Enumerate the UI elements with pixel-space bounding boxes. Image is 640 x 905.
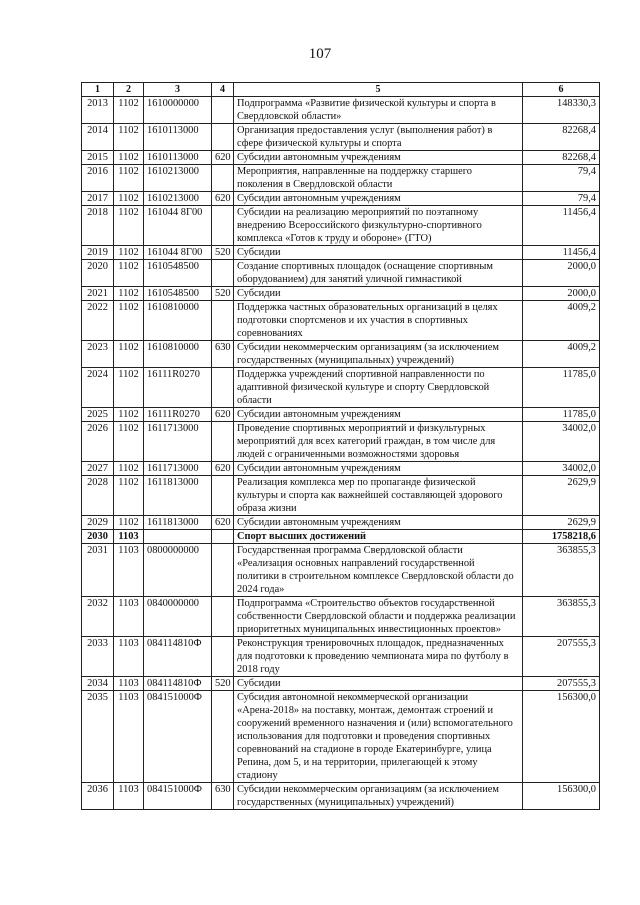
row-description: Субсидии xyxy=(234,246,523,260)
expense-type-code xyxy=(212,206,234,246)
row-amount: 148330,3 xyxy=(523,97,600,124)
row-amount: 156300,0 xyxy=(523,691,600,783)
expense-type-code xyxy=(212,301,234,341)
table-row xyxy=(82,246,600,260)
target-code: 084151000Ф xyxy=(144,783,212,810)
row-amount: 11456,4 xyxy=(523,206,600,246)
row-description: Субсидии некоммерческим организациям (за исключением государственных (муниципальных) учреждений) xyxy=(234,341,523,368)
expense-type-code xyxy=(212,530,234,544)
target-code: 1610810000 xyxy=(144,341,212,368)
section-code: 1103 xyxy=(114,677,144,691)
row-number: 2033 xyxy=(82,637,114,677)
table-row xyxy=(82,192,600,206)
row-number: 2020 xyxy=(82,260,114,287)
section-code: 1102 xyxy=(114,422,144,462)
target-code: 084114810Ф xyxy=(144,677,212,691)
row-description: Создание спортивных площадок (оснащение спортивным оборудованием) для занятий уличной гимнастикой xyxy=(234,260,523,287)
row-description: Субсидии xyxy=(234,287,523,301)
row-amount: 4009,2 xyxy=(523,341,600,368)
table-header-row xyxy=(82,83,600,97)
row-description: Организация предоставления услуг (выполнения работ) в сфере физической культуры и спорта xyxy=(234,124,523,151)
row-number: 2022 xyxy=(82,301,114,341)
target-code: 16111R0270 xyxy=(144,368,212,408)
target-code: 1611813000 xyxy=(144,516,212,530)
section-code: 1103 xyxy=(114,530,144,544)
expense-type-code: 630 xyxy=(212,783,234,810)
section-code: 1102 xyxy=(114,246,144,260)
row-amount: 2000,0 xyxy=(523,260,600,287)
target-code: 1611713000 xyxy=(144,422,212,462)
row-description: Субсидии автономным учреждениям xyxy=(234,408,523,422)
expense-type-code xyxy=(212,165,234,192)
expense-type-code xyxy=(212,124,234,151)
row-description: Подпрограмма «Развитие физической культуры и спорта в Свердловской области» xyxy=(234,97,523,124)
expense-type-code xyxy=(212,691,234,783)
section-code: 1102 xyxy=(114,301,144,341)
row-description: Спорт высших достижений xyxy=(234,530,523,544)
row-amount: 156300,0 xyxy=(523,783,600,810)
row-description: Субсидии автономным учреждениям xyxy=(234,151,523,165)
target-code: 1610548500 xyxy=(144,287,212,301)
expense-type-code: 520 xyxy=(212,246,234,260)
row-number: 2016 xyxy=(82,165,114,192)
target-code: 0840000000 xyxy=(144,597,212,637)
target-code: 1610213000 xyxy=(144,192,212,206)
row-amount: 207555,3 xyxy=(523,677,600,691)
row-amount: 82268,4 xyxy=(523,151,600,165)
target-code: 084114810Ф xyxy=(144,637,212,677)
table-row xyxy=(82,530,600,544)
table-row xyxy=(82,287,600,301)
row-description: Поддержка частных образовательных организаций в целях подготовки спортсменов и их участия в спортивных соревнованиях xyxy=(234,301,523,341)
row-amount: 2000,0 xyxy=(523,287,600,301)
row-description: Субсидии автономным учреждениям xyxy=(234,462,523,476)
section-code: 1102 xyxy=(114,368,144,408)
row-number: 2024 xyxy=(82,368,114,408)
section-code: 1102 xyxy=(114,206,144,246)
table-row xyxy=(82,677,600,691)
row-amount: 79,4 xyxy=(523,165,600,192)
row-description: Реализация комплекса мер по пропаганде физической культуры и спорта как важнейшей составляющей здорового образа жизни xyxy=(234,476,523,516)
row-description: Государственная программа Свердловской области «Реализация основных направлений государственной политики в строительном комплексе Свердловской области до 2024 года» xyxy=(234,544,523,597)
section-code: 1102 xyxy=(114,341,144,368)
expense-type-code: 620 xyxy=(212,151,234,165)
table-row xyxy=(82,783,600,810)
target-code: 161044 8Г00 xyxy=(144,246,212,260)
budget-table xyxy=(81,82,600,810)
section-code: 1103 xyxy=(114,544,144,597)
target-code: 0800000000 xyxy=(144,544,212,597)
row-number: 2019 xyxy=(82,246,114,260)
row-number: 2031 xyxy=(82,544,114,597)
target-code: 084151000Ф xyxy=(144,691,212,783)
section-code: 1102 xyxy=(114,124,144,151)
section-code: 1102 xyxy=(114,287,144,301)
row-description: Субсидия автономной некоммерческой организации «Арена-2018» на поставку, монтаж, демонтаж строений и сооружений временного назначения и (или) вспомогательного использования для подготовки и проведения спортивных соревнований на стадионе в городе Екатеринбурге, улица Репина, дом 5, и на территории, прилегающей к этому стадиону xyxy=(234,691,523,783)
row-number: 2032 xyxy=(82,597,114,637)
row-description: Проведение спортивных мероприятий и физкультурных мероприятий для всех категорий граждан, в том числе для людей с ограниченными возможностями здоровья xyxy=(234,422,523,462)
row-description: Субсидии автономным учреждениям xyxy=(234,516,523,530)
row-number: 2034 xyxy=(82,677,114,691)
target-code: 16111R0270 xyxy=(144,408,212,422)
table-row xyxy=(82,151,600,165)
table-row xyxy=(82,597,600,637)
row-number: 2036 xyxy=(82,783,114,810)
table-row xyxy=(82,422,600,462)
expense-type-code: 630 xyxy=(212,341,234,368)
target-code: 1610113000 xyxy=(144,124,212,151)
header-col-4: 4 xyxy=(212,83,234,97)
target-code: 1610000000 xyxy=(144,97,212,124)
section-code: 1102 xyxy=(114,462,144,476)
section-code: 1102 xyxy=(114,151,144,165)
table-row xyxy=(82,124,600,151)
row-number: 2013 xyxy=(82,97,114,124)
table-row xyxy=(82,165,600,192)
expense-type-code: 520 xyxy=(212,287,234,301)
target-code: 1610548500 xyxy=(144,260,212,287)
row-number: 2014 xyxy=(82,124,114,151)
row-amount: 363855,3 xyxy=(523,597,600,637)
row-description: Подпрограмма «Строительство объектов государственной собственности Свердловской области и поддержка реализации приоритетных муниципальных инвестиционных проектов» xyxy=(234,597,523,637)
row-number: 2029 xyxy=(82,516,114,530)
row-amount: 11785,0 xyxy=(523,368,600,408)
row-number: 2026 xyxy=(82,422,114,462)
row-description: Субсидии на реализацию мероприятий по поэтапному внедрению Всероссийского физкультурно-спортивного комплекса «Готов к труду и обороне» (ГТО) xyxy=(234,206,523,246)
table-row xyxy=(82,544,600,597)
table-row xyxy=(82,462,600,476)
expense-type-code xyxy=(212,422,234,462)
expense-type-code xyxy=(212,544,234,597)
table-row xyxy=(82,476,600,516)
target-code: 1611713000 xyxy=(144,462,212,476)
section-code: 1102 xyxy=(114,192,144,206)
section-code: 1103 xyxy=(114,691,144,783)
section-code: 1103 xyxy=(114,783,144,810)
row-number: 2025 xyxy=(82,408,114,422)
table-row xyxy=(82,341,600,368)
header-col-1: 1 xyxy=(82,83,114,97)
row-amount: 11785,0 xyxy=(523,408,600,422)
section-code: 1102 xyxy=(114,516,144,530)
section-code: 1102 xyxy=(114,165,144,192)
row-number: 2018 xyxy=(82,206,114,246)
target-code: 1610113000 xyxy=(144,151,212,165)
section-code: 1102 xyxy=(114,408,144,422)
expense-type-code xyxy=(212,597,234,637)
row-amount: 82268,4 xyxy=(523,124,600,151)
table-row xyxy=(82,260,600,287)
header-col-6: 6 xyxy=(523,83,600,97)
expense-type-code: 620 xyxy=(212,192,234,206)
table-row xyxy=(82,516,600,530)
row-amount: 2629,9 xyxy=(523,476,600,516)
table-row xyxy=(82,691,600,783)
table-row xyxy=(82,97,600,124)
target-code: 1611813000 xyxy=(144,476,212,516)
target-code: 161044 8Г00 xyxy=(144,206,212,246)
expense-type-code xyxy=(212,637,234,677)
row-number: 2035 xyxy=(82,691,114,783)
row-description: Субсидии некоммерческим организациям (за исключением государственных (муниципальных) учреждений) xyxy=(234,783,523,810)
page-number: 107 xyxy=(308,46,332,62)
row-amount: 2629,9 xyxy=(523,516,600,530)
row-number: 2021 xyxy=(82,287,114,301)
row-amount: 11456,4 xyxy=(523,246,600,260)
row-amount: 363855,3 xyxy=(523,544,600,597)
expense-type-code: 520 xyxy=(212,677,234,691)
section-code: 1102 xyxy=(114,260,144,287)
row-amount: 1758218,6 xyxy=(523,530,600,544)
row-description: Поддержка учреждений спортивной направленности по адаптивной физической культуре и спорту Свердловской области xyxy=(234,368,523,408)
table-row xyxy=(82,368,600,408)
row-amount: 4009,2 xyxy=(523,301,600,341)
table-row xyxy=(82,408,600,422)
row-number: 2028 xyxy=(82,476,114,516)
row-description: Субсидии автономным учреждениям xyxy=(234,192,523,206)
row-description: Мероприятия, направленные на поддержку старшего поколения в Свердловской области xyxy=(234,165,523,192)
expense-type-code xyxy=(212,260,234,287)
section-code: 1103 xyxy=(114,597,144,637)
row-number: 2017 xyxy=(82,192,114,206)
row-number: 2015 xyxy=(82,151,114,165)
row-number: 2023 xyxy=(82,341,114,368)
expense-type-code: 620 xyxy=(212,462,234,476)
expense-type-code xyxy=(212,97,234,124)
target-code: 1610213000 xyxy=(144,165,212,192)
header-col-5: 5 xyxy=(234,83,523,97)
table-row xyxy=(82,637,600,677)
target-code xyxy=(144,530,212,544)
section-code: 1102 xyxy=(114,476,144,516)
header-col-3: 3 xyxy=(144,83,212,97)
row-amount: 34002,0 xyxy=(523,462,600,476)
section-code: 1102 xyxy=(114,97,144,124)
row-amount: 207555,3 xyxy=(523,637,600,677)
section-code: 1103 xyxy=(114,637,144,677)
table-row xyxy=(82,206,600,246)
row-number: 2030 xyxy=(82,530,114,544)
header-col-2: 2 xyxy=(114,83,144,97)
row-number: 2027 xyxy=(82,462,114,476)
expense-type-code xyxy=(212,476,234,516)
row-description: Реконструкция тренировочных площадок, предназначенных для подготовки к проведению чемпионата мира по футболу в 2018 году xyxy=(234,637,523,677)
expense-type-code: 620 xyxy=(212,516,234,530)
expense-type-code: 620 xyxy=(212,408,234,422)
table-row xyxy=(82,301,600,341)
row-amount: 34002,0 xyxy=(523,422,600,462)
expense-type-code xyxy=(212,368,234,408)
target-code: 1610810000 xyxy=(144,301,212,341)
row-amount: 79,4 xyxy=(523,192,600,206)
row-description: Субсидии xyxy=(234,677,523,691)
